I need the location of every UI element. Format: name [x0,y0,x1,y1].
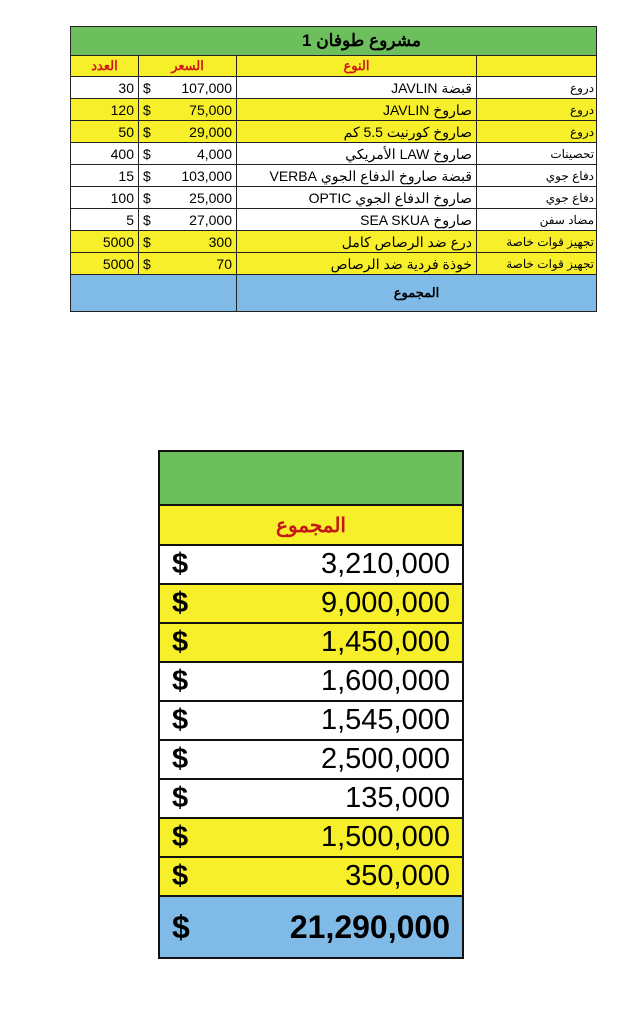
grand-total-row [159,896,463,958]
total-amount-cell [159,545,463,584]
qty-cell: 120 [71,99,139,121]
currency-symbol: $ [172,665,189,697]
table-row [71,99,597,121]
total-amount-row [159,584,463,623]
table-row [71,187,597,209]
type-cell: خوذة فردية ضد الرصاص [237,253,477,275]
header-type: النوع [237,56,477,77]
total-amount-cell [159,584,463,623]
amount-value: 3,210,000 [320,548,450,580]
category-cell: دروع [477,99,597,121]
price-cell [139,143,237,165]
type-cell: قبضة JAVLIN [237,77,477,99]
type-cell: صاروخ LAW الأمريكي [237,143,477,165]
amount-value: 2,500,000 [320,743,450,775]
category-cell: دروع [477,121,597,143]
total-amount-row [159,779,463,818]
currency-symbol: $ [172,626,189,658]
total-amount-row [159,545,463,584]
currency-symbol: $ [143,79,151,96]
currency-symbol: $ [143,167,151,184]
currency-symbol: $ [172,821,189,853]
currency-symbol: $ [172,548,189,580]
table-row [71,77,597,99]
price-cell [139,99,237,121]
category-cell: دروع [477,77,597,99]
amount-value: 1,500,000 [320,821,450,853]
header-row [71,56,597,77]
grand-total-amount: 21,290,000 [289,908,450,945]
price-value: 29,000 [189,123,232,140]
price-cell [139,253,237,275]
currency-symbol: $ [143,189,151,206]
price-value: 107,000 [181,79,232,96]
total-empty-cell [71,275,237,312]
type-cell: صاروخ الدفاع الجوي OPTIC [237,187,477,209]
price-value: 70 [216,255,232,272]
type-cell: قبضة صاروخ الدفاع الجوي VERBA [237,165,477,187]
total-row [71,275,597,312]
type-cell: صاروخ JAVLIN [237,99,477,121]
table-row [71,209,597,231]
type-cell: صاروخ كورنيت 5.5 كم [237,121,477,143]
currency-symbol: $ [143,255,151,272]
price-cell [139,165,237,187]
currency-symbol: $ [143,123,151,140]
amount-value: 135,000 [345,782,450,814]
total-amount-row [159,857,463,896]
total-amount-cell [159,779,463,818]
header-price: السعر [139,56,237,77]
total-amount-row [159,740,463,779]
qty-cell: 5000 [71,231,139,253]
currency-symbol: $ [172,743,189,775]
price-value: 4,000 [196,145,232,162]
currency-symbol: $ [143,233,151,250]
category-cell: تجهيز قوات خاصة [477,231,597,253]
price-cell [139,231,237,253]
weapons-table [70,26,597,312]
category-cell: تجهيز قوات خاصة [477,253,597,275]
totals-top-band [159,451,463,505]
total-label: المجموع [237,275,597,312]
price-cell [139,187,237,209]
qty-cell: 50 [71,121,139,143]
total-amount-cell [159,857,463,896]
grand-total-currency: $ [172,908,190,945]
qty-cell: 30 [71,77,139,99]
totals-table [158,450,464,959]
totals-top-band-cell [159,451,463,505]
qty-cell: 15 [71,165,139,187]
table-row [71,231,597,253]
total-amount-cell [159,701,463,740]
amount-value: 1,450,000 [320,626,450,658]
qty-cell: 100 [71,187,139,209]
currency-symbol: $ [172,782,189,814]
table-row [71,121,597,143]
currency-symbol: $ [172,587,189,619]
qty-cell: 5 [71,209,139,231]
total-amount-cell [159,623,463,662]
total-amount-row [159,623,463,662]
amount-value: 9,000,000 [320,587,450,619]
category-cell: مضاد سفن [477,209,597,231]
price-value: 103,000 [181,167,232,184]
total-amount-row [159,818,463,857]
currency-symbol: $ [143,101,151,118]
currency-symbol: $ [143,145,151,162]
currency-symbol: $ [143,211,151,228]
header-category [477,56,597,77]
currency-symbol: $ [172,860,189,892]
table-row [71,165,597,187]
category-cell: دفاع جوي [477,187,597,209]
qty-cell: 400 [71,143,139,165]
grand-total-cell [159,896,463,958]
price-value: 300 [208,233,232,250]
price-cell [139,77,237,99]
total-amount-cell [159,740,463,779]
price-cell [139,121,237,143]
price-value: 75,000 [189,101,232,118]
header-qty: العدد [71,56,139,77]
amount-value: 350,000 [345,860,450,892]
currency-symbol: $ [172,704,189,736]
totals-header-row [159,505,463,545]
table-row [71,253,597,275]
category-cell: دفاع جوي [477,165,597,187]
total-amount-cell [159,662,463,701]
type-cell: درع ضد الرصاص كامل [237,231,477,253]
price-cell [139,209,237,231]
category-cell: تحصينات [477,143,597,165]
type-cell: صاروخ SEA SKUA [237,209,477,231]
total-amount-row [159,662,463,701]
price-value: 25,000 [189,189,232,206]
amount-value: 1,545,000 [320,704,450,736]
table-row [71,143,597,165]
price-value: 27,000 [189,211,232,228]
title-row [71,27,597,56]
totals-header: المجموع [159,505,463,545]
amount-value: 1,600,000 [320,665,450,697]
table-title: مشروع طوفان 1 [71,27,597,56]
total-amount-row [159,701,463,740]
qty-cell: 5000 [71,253,139,275]
total-amount-cell [159,818,463,857]
